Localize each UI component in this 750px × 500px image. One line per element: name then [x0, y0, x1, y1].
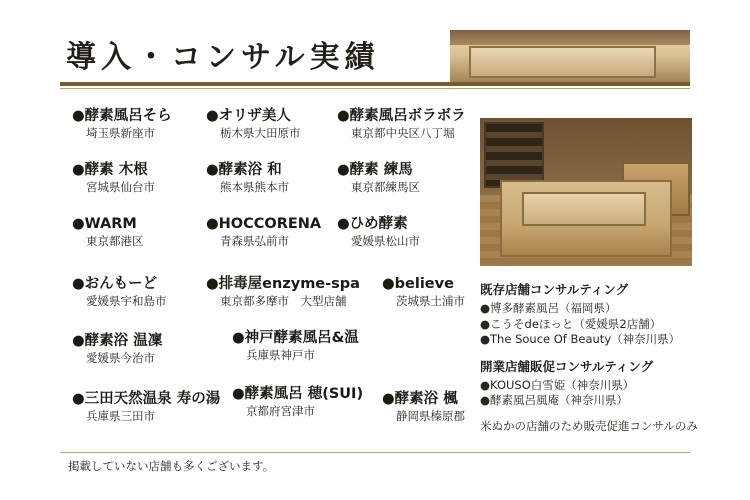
store-address: 愛媛県今治市: [86, 351, 155, 365]
list-item: ●The Souce Of Beauty（神奈川県）: [480, 332, 681, 346]
store-entry: [72, 333, 162, 366]
store-name: ●HOCCORENA: [206, 216, 322, 232]
slide-header: [60, 30, 690, 90]
store-address: 東京都港区: [86, 234, 144, 248]
store-address: 埼玉県新座市: [86, 126, 155, 140]
photo-shelf: [484, 122, 544, 188]
store-entry: [337, 162, 420, 195]
store-entry: [206, 108, 301, 141]
store-name: ●三田天然温泉 寿の湯: [72, 391, 221, 407]
list-item: ●こうそdeほっと（愛媛県2店舗）: [480, 316, 662, 331]
store-address: 静岡県榛原郡: [396, 409, 465, 423]
store-entry: [382, 276, 465, 309]
store-address: 京都府宮津市: [246, 404, 315, 418]
store-entry: [206, 276, 360, 309]
facility-photo: [480, 118, 692, 266]
store-name: ●おんもーど: [72, 276, 158, 292]
page-title: 導入・コンサル実績: [66, 40, 380, 75]
store-name: ●排毒屋enzyme-spa: [206, 276, 360, 292]
store-name: ●酵素浴 温凜: [72, 333, 163, 349]
store-list: [72, 108, 472, 438]
store-name: ●酵素浴 和: [206, 162, 282, 178]
existing-consulting-heading: 既存店舗コンサルティング: [480, 282, 629, 297]
new-consulting-list: [480, 378, 730, 409]
store-address: 東京都多摩市 大型店舗: [220, 294, 347, 308]
store-address: 青森県弘前市: [220, 234, 289, 248]
footer-divider: [60, 452, 690, 453]
store-name: ●神戸酵素風呂&温: [232, 330, 359, 346]
store-address: 宮城県仙台市: [86, 180, 155, 194]
store-entry: [382, 391, 465, 424]
store-entry: [72, 108, 172, 141]
store-entry: [232, 330, 359, 363]
store-address: 愛媛県宇和島市: [86, 294, 167, 308]
store-address: 茨城県土浦市: [396, 294, 465, 308]
existing-consulting-list: [480, 301, 730, 348]
photo-bath-interior: [522, 192, 646, 226]
store-name: ●WARM: [72, 216, 137, 232]
store-address: 兵庫県三田市: [86, 409, 155, 423]
store-address: 熊本県熊本市: [220, 180, 289, 194]
consulting-note: 米ぬかの店舗のため販売促進コンサルのみ: [480, 418, 698, 433]
list-item: ●酵素風呂風庵（神奈川県）: [480, 393, 629, 407]
photo-enzyme-bath-box: [500, 180, 672, 257]
store-address: 兵庫県神戸市: [246, 348, 315, 362]
store-entry: [337, 216, 420, 249]
store-entry: [72, 162, 155, 195]
existing-store-consulting: [480, 280, 730, 348]
store-address: 東京都練馬区: [351, 180, 420, 194]
store-name: ●ひめ酵素: [337, 216, 408, 232]
store-name: ●酵素 練馬: [337, 162, 413, 178]
store-entry: [232, 386, 363, 419]
store-address: 東京都中央区八丁堀: [351, 126, 455, 140]
store-entry: [72, 276, 167, 309]
header-banner-photo: [450, 30, 690, 86]
store-name: ●believe: [382, 276, 454, 292]
list-item: ●KOUSO白雪姫（神奈川県）: [480, 377, 635, 392]
store-name: ●酵素風呂そら: [72, 108, 172, 124]
store-address: 愛媛県松山市: [351, 234, 420, 248]
store-name: ●オリザ美人: [206, 108, 291, 124]
store-name: ●酵素浴 楓: [382, 391, 458, 407]
store-address: 栃木県大田原市: [220, 126, 301, 140]
footer-note: 掲載していない店舗も多くございます。: [68, 459, 275, 473]
new-consulting-heading: 開業店舗販促コンサルティング: [480, 358, 654, 374]
store-entry: [206, 162, 289, 195]
store-name: ●酵素風呂ボラボラ: [337, 108, 466, 124]
header-divider: [60, 82, 690, 86]
store-entry: [337, 108, 466, 141]
header-divider-thin: [60, 88, 690, 89]
store-entry: [206, 216, 321, 249]
store-name: ●酵素風呂 穂(SUI): [232, 386, 364, 402]
consulting-panel: [480, 280, 730, 434]
new-store-consulting: [480, 357, 730, 409]
list-item: ●博多酵素風呂（福岡県）: [480, 301, 617, 315]
store-name: ●酵素 木根: [72, 162, 148, 178]
store-entry: [72, 216, 144, 249]
store-entry: [72, 391, 220, 424]
